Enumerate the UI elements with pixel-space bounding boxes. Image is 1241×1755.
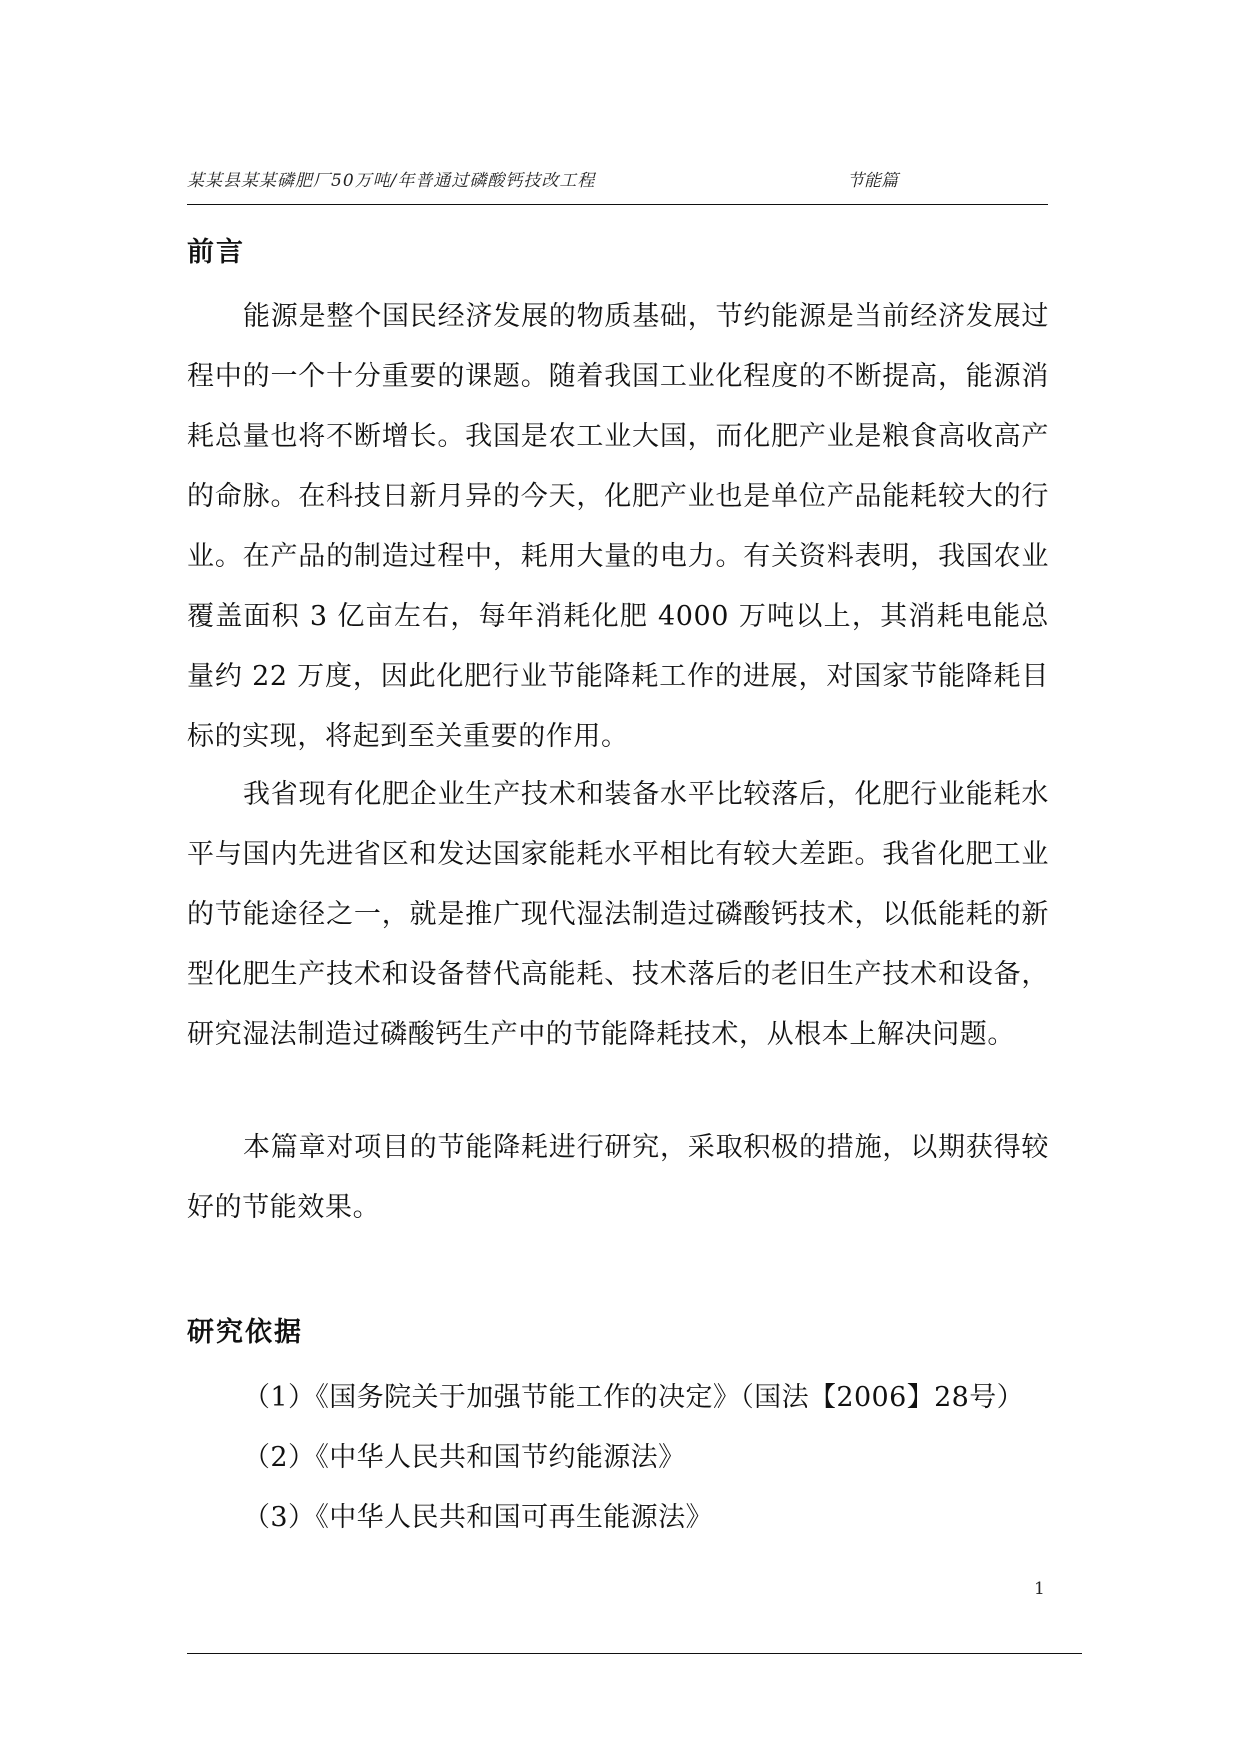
header-divider (187, 204, 1048, 205)
document-title: 某某县某某磷肥厂50万吨/年普通过磷酸钙技改工程 (187, 171, 596, 191)
preface-paragraph-3: 本篇章对项目的节能降耗进行研究，采取积极的措施，以期获得较好的节能效果。 (187, 1132, 1049, 1223)
section-name: 节能篇 (847, 171, 898, 191)
page-header (187, 166, 1048, 206)
basis-item-2: （2）《中华人民共和国节约能源法》 (243, 1442, 686, 1473)
research-basis-list (243, 1368, 1049, 1548)
basis-item-1: （1）《国务院关于加强节能工作的决定》（国法【2006】28号） (243, 1382, 1025, 1413)
preface-paragraph-1: 能源是整个国民经济发展的物质基础，节约能源是当前经济发展过程中的一个十分重要的课题。随着我国工业化程度的不断提高，能源消耗总量也将不断增长。我国是农工业大国，而化肥产业是粮食高收高产的命脉。在科技日新月异的今天，化肥产业也是单位产品能耗较大的行业。在产品的制造过程中，耗用大量的电力。有关资料表明，我国农业覆盖面积 3 亿亩左右，每年消耗化肥 4000 万吨以上，其消耗电能总量约 22 万度，因此化肥行业节能降耗工作的进展，对国家节能降耗目标的实现，将起到至关重要的作用。 (187, 301, 1049, 752)
basis-item-3: （3）《中华人民共和国可再生能源法》 (243, 1502, 713, 1533)
preface-heading: 前言 (187, 237, 245, 268)
footer-divider (187, 1653, 1082, 1654)
page-number: 1 (1034, 1579, 1045, 1599)
preface-paragraph-2: 我省现有化肥企业生产技术和装备水平比较落后，化肥行业能耗水平与国内先进省区和发达国家能耗水平相比有较大差距。我省化肥工业的节能途径之一，就是推广现代湿法制造过磷酸钙技术，以低能耗的新型化肥生产技术和设备替代高能耗、技术落后的老旧生产技术和设备，研究湿法制造过磷酸钙生产中的节能降耗技术，从根本上解决问题。 (187, 779, 1049, 1050)
research-basis-heading: 研究依据 (187, 1317, 303, 1348)
